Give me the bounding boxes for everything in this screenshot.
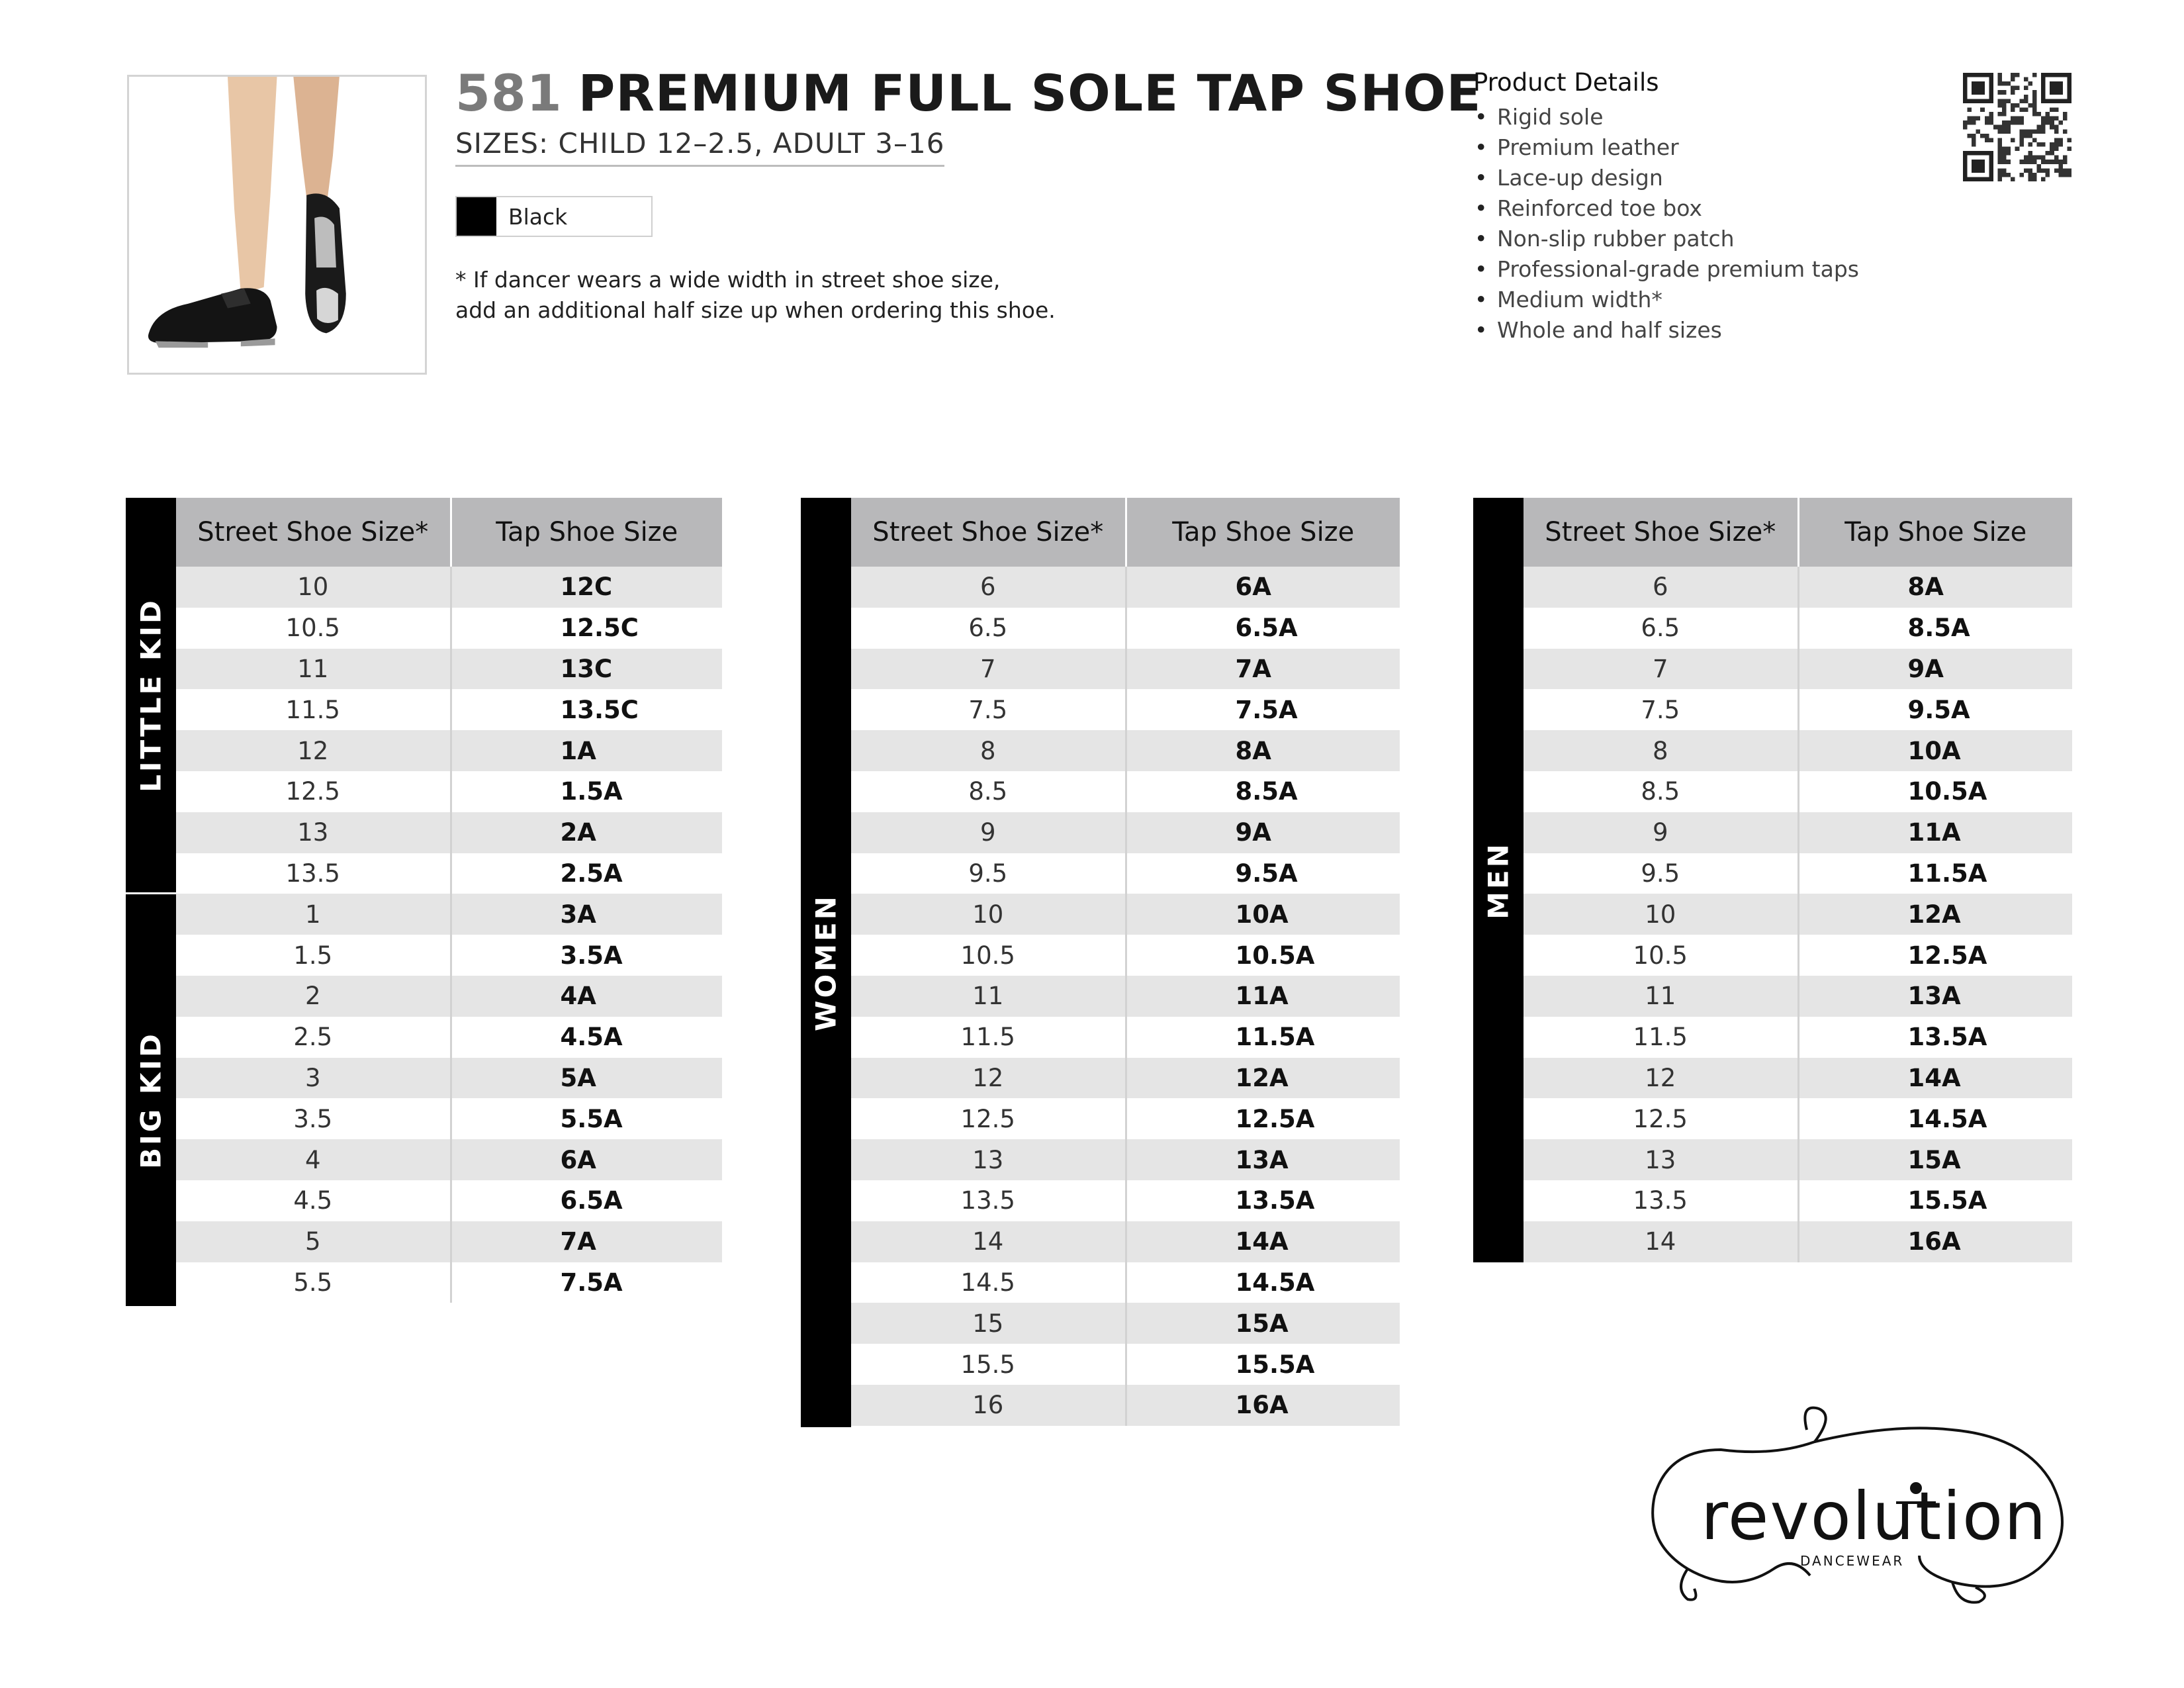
street-size-cell: 11.5 [1524, 1017, 1798, 1058]
tap-size-cell: 16A [1126, 1385, 1400, 1426]
tap-size-cell: 8A [1798, 567, 2072, 608]
street-size-cell: 9 [1524, 812, 1798, 853]
table-row [851, 1058, 1400, 1099]
table-row [851, 1221, 1400, 1262]
table-row [176, 1180, 722, 1221]
detail-item: • Reinforced toe box [1473, 193, 1859, 224]
table-row [1524, 894, 2072, 935]
table-row [851, 1262, 1400, 1303]
street-size-cell: 6.5 [1524, 608, 1798, 649]
qr-code[interactable] [1963, 73, 2071, 181]
table-row [851, 894, 1400, 935]
width-note [455, 265, 1056, 326]
tap-size-cell: 10.5A [1798, 771, 2072, 812]
street-size-cell: 14 [851, 1221, 1126, 1262]
color-option [455, 196, 653, 237]
table-row [851, 1180, 1400, 1221]
table-row [1524, 1221, 2072, 1262]
tap-size-cell: 7A [451, 1221, 722, 1262]
street-size-cell: 13.5 [176, 853, 451, 894]
table-row [176, 935, 722, 976]
table-row [176, 1262, 722, 1303]
tap-size-cell: 15A [1798, 1139, 2072, 1180]
table-row [851, 567, 1400, 608]
table-row [851, 1017, 1400, 1058]
tap-size-cell: 11A [1126, 976, 1400, 1017]
street-size-cell: 9.5 [851, 853, 1126, 894]
little-kid-band [126, 498, 176, 894]
tap-size-cell: 7A [1126, 649, 1400, 690]
tap-size-cell: 14.5A [1798, 1098, 2072, 1139]
street-size-cell: 6.5 [851, 608, 1126, 649]
tap-size-cell: 6.5A [1126, 608, 1400, 649]
street-size-cell: 1 [176, 894, 451, 935]
street-size-cell: 5.5 [176, 1262, 451, 1303]
tap-size-cell: 1A [451, 730, 722, 771]
street-size-header: Street Shoe Size* [851, 498, 1126, 567]
women-band [801, 498, 851, 1427]
table-row [1524, 689, 2072, 730]
tap-size-cell: 5A [451, 1058, 722, 1099]
table-row [851, 1303, 1400, 1344]
table-row [1524, 730, 2072, 771]
street-size-cell: 12.5 [851, 1098, 1126, 1139]
color-label: Black [508, 203, 568, 230]
table-row [851, 976, 1400, 1017]
big-kid-label: BIG KID [134, 1031, 167, 1169]
table-row [1524, 1058, 2072, 1099]
tap-size-cell: 15A [1126, 1303, 1400, 1344]
men-size-rows [1524, 567, 2072, 1262]
tap-size-cell: 2.5A [451, 853, 722, 894]
tap-size-header: Tap Shoe Size [1126, 498, 1400, 567]
tap-size-cell: 10A [1126, 894, 1400, 935]
table-row [851, 812, 1400, 853]
street-size-cell: 12 [1524, 1058, 1798, 1099]
tap-size-cell: 4A [451, 976, 722, 1017]
tap-size-cell: 1.5A [451, 771, 722, 812]
street-size-cell: 11.5 [176, 689, 451, 730]
table-row [176, 1221, 722, 1262]
table-row [176, 689, 722, 730]
table-row [176, 1139, 722, 1180]
detail-item: • Rigid sole [1473, 102, 1859, 132]
table-row [176, 608, 722, 649]
street-size-cell: 14 [1524, 1221, 1798, 1262]
street-size-cell: 12 [851, 1058, 1126, 1099]
women-size-table [851, 498, 1400, 1426]
table-row [1524, 1180, 2072, 1221]
tap-size-cell: 8.5A [1126, 771, 1400, 812]
table-row [851, 1344, 1400, 1385]
detail-item: • Non-slip rubber patch [1473, 224, 1859, 254]
tap-size-header: Tap Shoe Size [451, 498, 722, 567]
logo-wordmark: revolution [1701, 1477, 2048, 1555]
street-size-cell: 10 [176, 567, 451, 608]
street-size-header: Street Shoe Size* [1524, 498, 1798, 567]
tap-size-cell: 12.5A [1798, 935, 2072, 976]
table-row [1524, 935, 2072, 976]
tap-size-cell: 10A [1798, 730, 2072, 771]
tap-size-cell: 7.5A [1126, 689, 1400, 730]
table-row [176, 771, 722, 812]
street-size-cell: 7.5 [1524, 689, 1798, 730]
street-size-cell: 15.5 [851, 1344, 1126, 1385]
street-size-cell: 12 [176, 730, 451, 771]
size-range: SIZES: CHILD 12–2.5, ADULT 3–16 [455, 127, 944, 167]
street-size-cell: 7 [1524, 649, 1798, 690]
street-size-cell: 10 [1524, 894, 1798, 935]
tap-size-cell: 12A [1798, 894, 2072, 935]
table-row [176, 1058, 722, 1099]
table-row [851, 608, 1400, 649]
street-size-cell: 3.5 [176, 1098, 451, 1139]
tap-size-cell: 9A [1798, 649, 2072, 690]
product-name: PREMIUM FULL SOLE TAP SHOE [578, 64, 1482, 122]
tap-size-cell: 8A [1126, 730, 1400, 771]
product-photo [127, 75, 427, 375]
street-size-cell: 12.5 [1524, 1098, 1798, 1139]
table-row [1524, 567, 2072, 608]
table-row [176, 730, 722, 771]
street-size-cell: 6 [1524, 567, 1798, 608]
table-row [176, 567, 722, 608]
table-row [1524, 771, 2072, 812]
street-size-cell: 8 [851, 730, 1126, 771]
street-size-cell: 10 [851, 894, 1126, 935]
street-size-cell: 15 [851, 1303, 1126, 1344]
kids-size-rows [176, 567, 722, 1303]
tap-size-cell: 8.5A [1798, 608, 2072, 649]
product-details-title: Product Details [1473, 68, 1659, 97]
table-row [1524, 812, 2072, 853]
table-row [176, 1017, 722, 1058]
table-row [1524, 1017, 2072, 1058]
tap-size-cell: 3.5A [451, 935, 722, 976]
color-swatch [457, 197, 496, 236]
tap-size-cell: 5.5A [451, 1098, 722, 1139]
street-size-cell: 16 [851, 1385, 1126, 1426]
women-size-rows [851, 567, 1400, 1426]
street-size-cell: 12.5 [176, 771, 451, 812]
street-size-cell: 4 [176, 1139, 451, 1180]
tap-size-cell: 12A [1126, 1058, 1400, 1099]
street-size-cell: 13 [176, 812, 451, 853]
tap-size-cell: 3A [451, 894, 722, 935]
street-size-cell: 2.5 [176, 1017, 451, 1058]
product-title [455, 64, 1481, 122]
street-size-cell: 14.5 [851, 1262, 1126, 1303]
street-size-cell: 5 [176, 1221, 451, 1262]
tap-size-cell: 13.5A [1798, 1017, 2072, 1058]
table-row [176, 649, 722, 690]
table-row [1524, 1139, 2072, 1180]
table-row [176, 812, 722, 853]
tap-shoe-image [129, 77, 425, 373]
street-size-cell: 11 [851, 976, 1126, 1017]
little-kid-label: LITTLE KID [134, 598, 167, 792]
street-size-cell: 8.5 [1524, 771, 1798, 812]
street-size-cell: 7.5 [851, 689, 1126, 730]
tap-size-cell: 14A [1126, 1221, 1400, 1262]
street-size-cell: 3 [176, 1058, 451, 1099]
revolution-dancewear-logo [1641, 1403, 2078, 1622]
tap-size-cell: 4.5A [451, 1017, 722, 1058]
tap-size-cell: 11.5A [1126, 1017, 1400, 1058]
tap-size-cell: 13.5A [1126, 1180, 1400, 1221]
street-size-cell: 10.5 [851, 935, 1126, 976]
tap-size-cell: 13.5C [451, 689, 722, 730]
street-size-cell: 9 [851, 812, 1126, 853]
width-note-line-2: add an additional half size up when ordering this shoe. [455, 297, 1056, 323]
table-row [176, 1098, 722, 1139]
detail-item: • Premium leather [1473, 132, 1859, 163]
logo-subtitle: DANCEWEAR [1800, 1553, 1905, 1569]
table-row [176, 976, 722, 1017]
table-row [851, 649, 1400, 690]
men-label: MEN [1482, 841, 1515, 919]
table-row [851, 1385, 1400, 1426]
product-details-list [1473, 102, 1859, 346]
street-size-cell: 4.5 [176, 1180, 451, 1221]
tap-size-cell: 16A [1798, 1221, 2072, 1262]
street-size-cell: 11 [176, 649, 451, 690]
detail-item: • Professional-grade premium taps [1473, 254, 1859, 285]
table-row [851, 730, 1400, 771]
table-row [1524, 649, 2072, 690]
street-size-cell: 8.5 [851, 771, 1126, 812]
table-row [851, 1098, 1400, 1139]
tap-size-cell: 15.5A [1126, 1344, 1400, 1385]
street-size-cell: 13.5 [851, 1180, 1126, 1221]
tap-size-cell: 14.5A [1126, 1262, 1400, 1303]
table-row [176, 894, 722, 935]
detail-item: • Whole and half sizes [1473, 315, 1859, 346]
tap-size-cell: 6A [451, 1139, 722, 1180]
street-size-cell: 6 [851, 567, 1126, 608]
table-row [851, 1139, 1400, 1180]
tap-size-cell: 12.5A [1126, 1098, 1400, 1139]
big-kid-band [126, 894, 176, 1306]
street-size-cell: 13 [1524, 1139, 1798, 1180]
product-details [1473, 68, 1859, 346]
street-size-cell: 10.5 [176, 608, 451, 649]
street-size-cell: 11.5 [851, 1017, 1126, 1058]
tap-size-cell: 9.5A [1798, 689, 2072, 730]
table-row [851, 853, 1400, 894]
detail-item: • Lace-up design [1473, 163, 1859, 193]
tap-size-cell: 13A [1126, 1139, 1400, 1180]
men-size-table [1524, 498, 2072, 1262]
street-size-cell: 10.5 [1524, 935, 1798, 976]
women-label: WOMEN [809, 894, 842, 1031]
tap-size-header: Tap Shoe Size [1798, 498, 2072, 567]
tap-size-cell: 6.5A [451, 1180, 722, 1221]
street-size-cell: 1.5 [176, 935, 451, 976]
tap-size-cell: 10.5A [1126, 935, 1400, 976]
tap-size-cell: 11A [1798, 812, 2072, 853]
tap-size-cell: 15.5A [1798, 1180, 2072, 1221]
tap-size-cell: 7.5A [451, 1262, 722, 1303]
street-size-cell: 9.5 [1524, 853, 1798, 894]
street-size-cell: 2 [176, 976, 451, 1017]
street-size-header: Street Shoe Size* [176, 498, 451, 567]
table-row [851, 689, 1400, 730]
table-row [1524, 1098, 2072, 1139]
tap-size-cell: 13A [1798, 976, 2072, 1017]
tap-size-cell: 12C [451, 567, 722, 608]
tap-size-cell: 2A [451, 812, 722, 853]
table-row [851, 935, 1400, 976]
kids-size-table [176, 498, 722, 1303]
tap-size-cell: 9A [1126, 812, 1400, 853]
tap-size-cell: 13C [451, 649, 722, 690]
table-row [851, 771, 1400, 812]
table-row [1524, 853, 2072, 894]
street-size-cell: 13.5 [1524, 1180, 1798, 1221]
tap-size-cell: 6A [1126, 567, 1400, 608]
table-row [176, 853, 722, 894]
table-row [1524, 608, 2072, 649]
tap-size-cell: 9.5A [1126, 853, 1400, 894]
detail-item: • Medium width* [1473, 285, 1859, 315]
product-number: 581 [455, 64, 563, 122]
tap-size-cell: 12.5C [451, 608, 722, 649]
street-size-cell: 11 [1524, 976, 1798, 1017]
street-size-cell: 13 [851, 1139, 1126, 1180]
table-row [1524, 976, 2072, 1017]
street-size-cell: 8 [1524, 730, 1798, 771]
width-note-line-1: * If dancer wears a wide width in street shoe size, [455, 267, 1001, 293]
men-band [1473, 498, 1524, 1262]
tap-size-cell: 11.5A [1798, 853, 2072, 894]
tap-size-cell: 14A [1798, 1058, 2072, 1099]
street-size-cell: 7 [851, 649, 1126, 690]
qr-code-icon [1963, 73, 2071, 181]
